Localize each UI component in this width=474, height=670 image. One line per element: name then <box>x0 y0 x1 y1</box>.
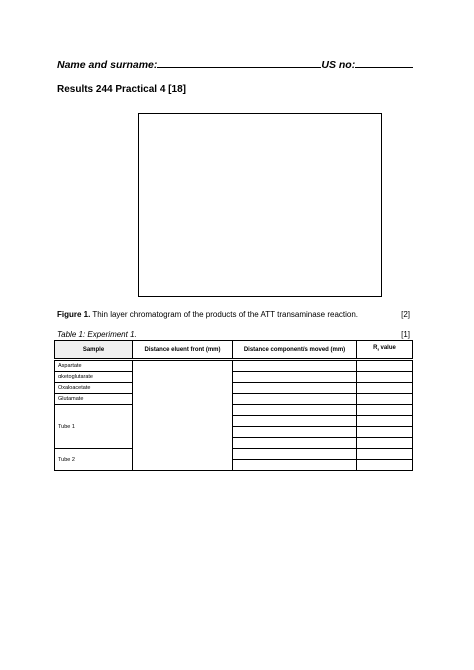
header-distance-components: Distance component/s moved (mm) <box>233 341 357 359</box>
sample-cell: Oxaloacetate <box>55 383 133 394</box>
distance-components-cell <box>233 405 357 416</box>
name-surname-blank <box>157 58 321 68</box>
rf-cell <box>357 361 413 372</box>
header-line <box>57 58 407 71</box>
header-sample: Sample <box>55 341 133 359</box>
table-row <box>55 361 413 372</box>
distance-components-cell <box>233 361 357 372</box>
table-marks: [1] <box>401 330 410 339</box>
results-table <box>54 340 413 471</box>
sample-cell: αketoglutarate <box>55 372 133 383</box>
distance-components-cell <box>233 438 357 449</box>
table-caption-text: Table 1: Experiment 1. <box>57 330 137 339</box>
distance-components-cell <box>233 394 357 405</box>
rf-cell <box>357 394 413 405</box>
distance-components-cell <box>233 372 357 383</box>
chromatogram-box <box>138 113 382 297</box>
table-row <box>55 394 413 405</box>
rf-cell <box>357 427 413 438</box>
sample-cell: Tube 1 <box>55 405 133 449</box>
table-row <box>55 405 413 416</box>
rf-cell <box>357 383 413 394</box>
us-number-label: US no: <box>321 59 356 71</box>
rf-cell <box>357 460 413 471</box>
figure-marks: [2] <box>401 310 410 319</box>
header-rf-suffix: value <box>378 345 396 352</box>
page-title: Results 244 Practical 4 [18] <box>57 84 186 95</box>
rf-cell <box>357 438 413 449</box>
table-row <box>55 372 413 383</box>
figure-caption-text: Thin layer chromatogram of the products of the ATT transaminase reaction. <box>92 310 359 319</box>
table-row <box>55 449 413 460</box>
header-rf-sub: f <box>377 347 379 353</box>
distance-front-cell <box>133 361 233 471</box>
rf-cell <box>357 449 413 460</box>
sample-cell: Tube 2 <box>55 449 133 471</box>
table-row <box>55 383 413 394</box>
figure-caption <box>57 310 410 319</box>
us-number-blank <box>355 58 413 68</box>
distance-components-cell <box>233 416 357 427</box>
figure-label: Figure 1. <box>57 310 91 319</box>
rf-cell <box>357 405 413 416</box>
distance-components-cell <box>233 383 357 394</box>
table-caption <box>57 330 410 339</box>
rf-cell <box>357 416 413 427</box>
header-rf-value <box>357 341 413 359</box>
distance-components-cell <box>233 427 357 438</box>
sample-cell: Aspartate <box>55 361 133 372</box>
distance-components-cell <box>233 449 357 460</box>
rf-cell <box>357 372 413 383</box>
sample-cell: Glutamate <box>55 394 133 405</box>
distance-components-cell <box>233 460 357 471</box>
header-distance-front: Distance eluent front (mm) <box>133 341 233 359</box>
header-rf-main: R <box>373 345 378 352</box>
table-header-row <box>55 341 413 359</box>
name-surname-label: Name and surname: <box>57 59 158 71</box>
